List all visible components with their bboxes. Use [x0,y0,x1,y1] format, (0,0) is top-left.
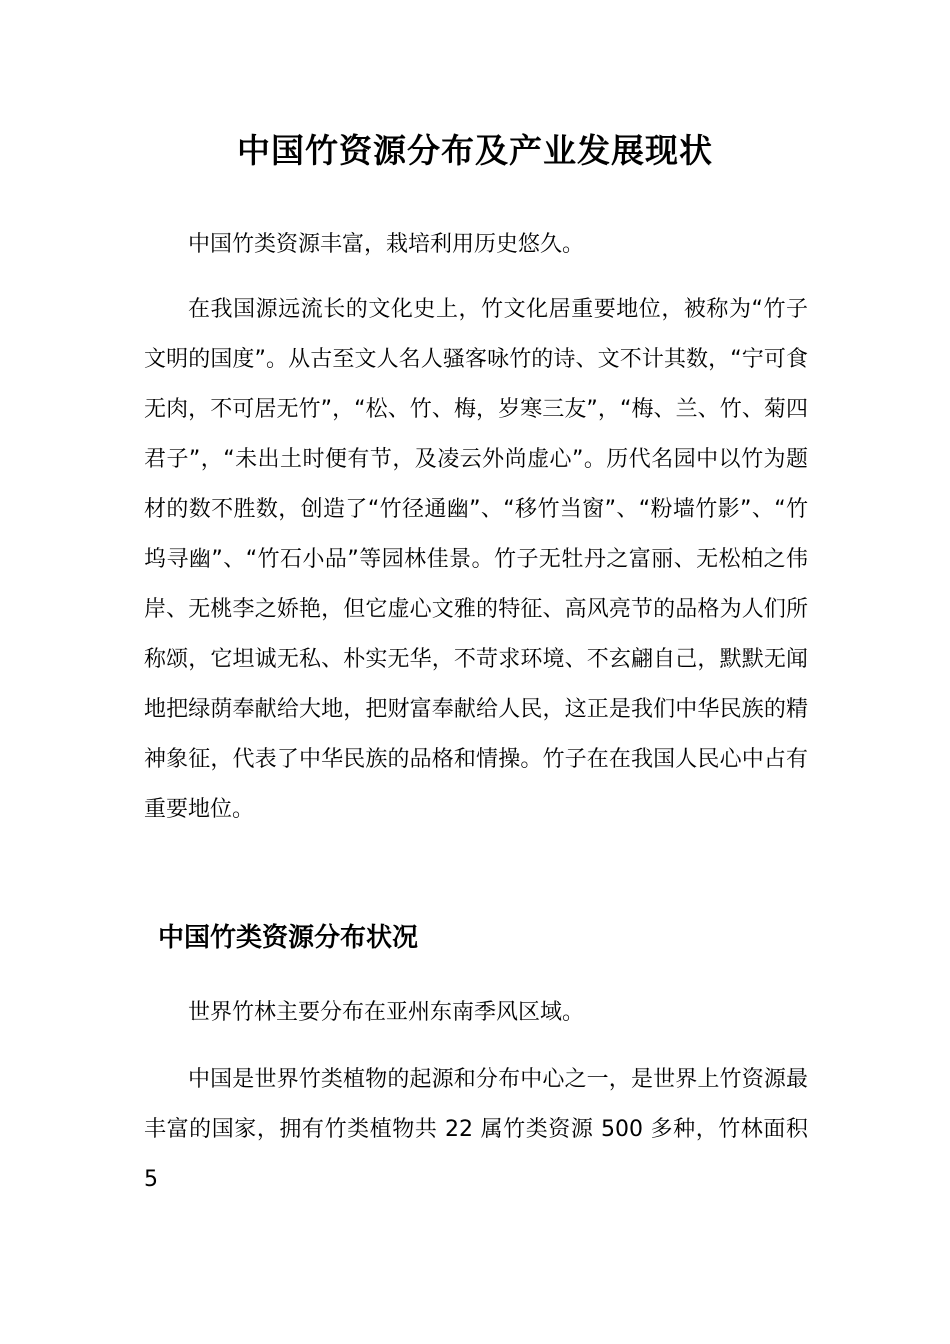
section-heading: 中国竹类资源分布状况 [158,923,419,953]
culture-paragraph: 在我国源远流长的文化史上，竹文化居重要地位，被称为“竹子文明的国度”。从古至文人名人骚客咏竹的诗、文不计其数，“宁可食无肉，不可居无竹”，“松、竹、梅，岁寒三友”，“梅、兰、竹、菊四君子”，“未出土时便有节，及凌云外尚虚心”。历代名园中以竹为题材的数不胜数，创造了“竹径通幽”、“移竹当窗”、“粉墙竹影”、“竹坞寻幽”、“竹石小品”等园林佳景。竹子无牡丹之富丽、无松柏之伟岸、无桃李之娇艳，但它虚心文雅的特征、高风亮节的品格为人们所称颂，它坦诚无私、朴实无华，不苛求环境、不玄翩自己，默默无闻地把绿荫奉献给大地，把财富奉献给人民，这正是我们中华民族的精神象征，代表了中华民族的品格和情操。竹子在在我国人民心中占有重要地位。 [144,297,808,822]
section-paragraph-1: 世界竹林主要分布在亚州东南季风区域。 [188,1000,585,1025]
section-paragraph-2: 中国是世界竹类植物的起源和分布中心之一，是世界上竹资源最丰富的国家，拥有竹类植物共 22 属竹类资源 500 多种，竹林面积 5 [144,1067,808,1192]
document-title: 中国竹资源分布及产业发展现状 [237,131,713,170]
intro-paragraph: 中国竹类资源丰富，栽培利用历史悠久。 [188,232,585,257]
